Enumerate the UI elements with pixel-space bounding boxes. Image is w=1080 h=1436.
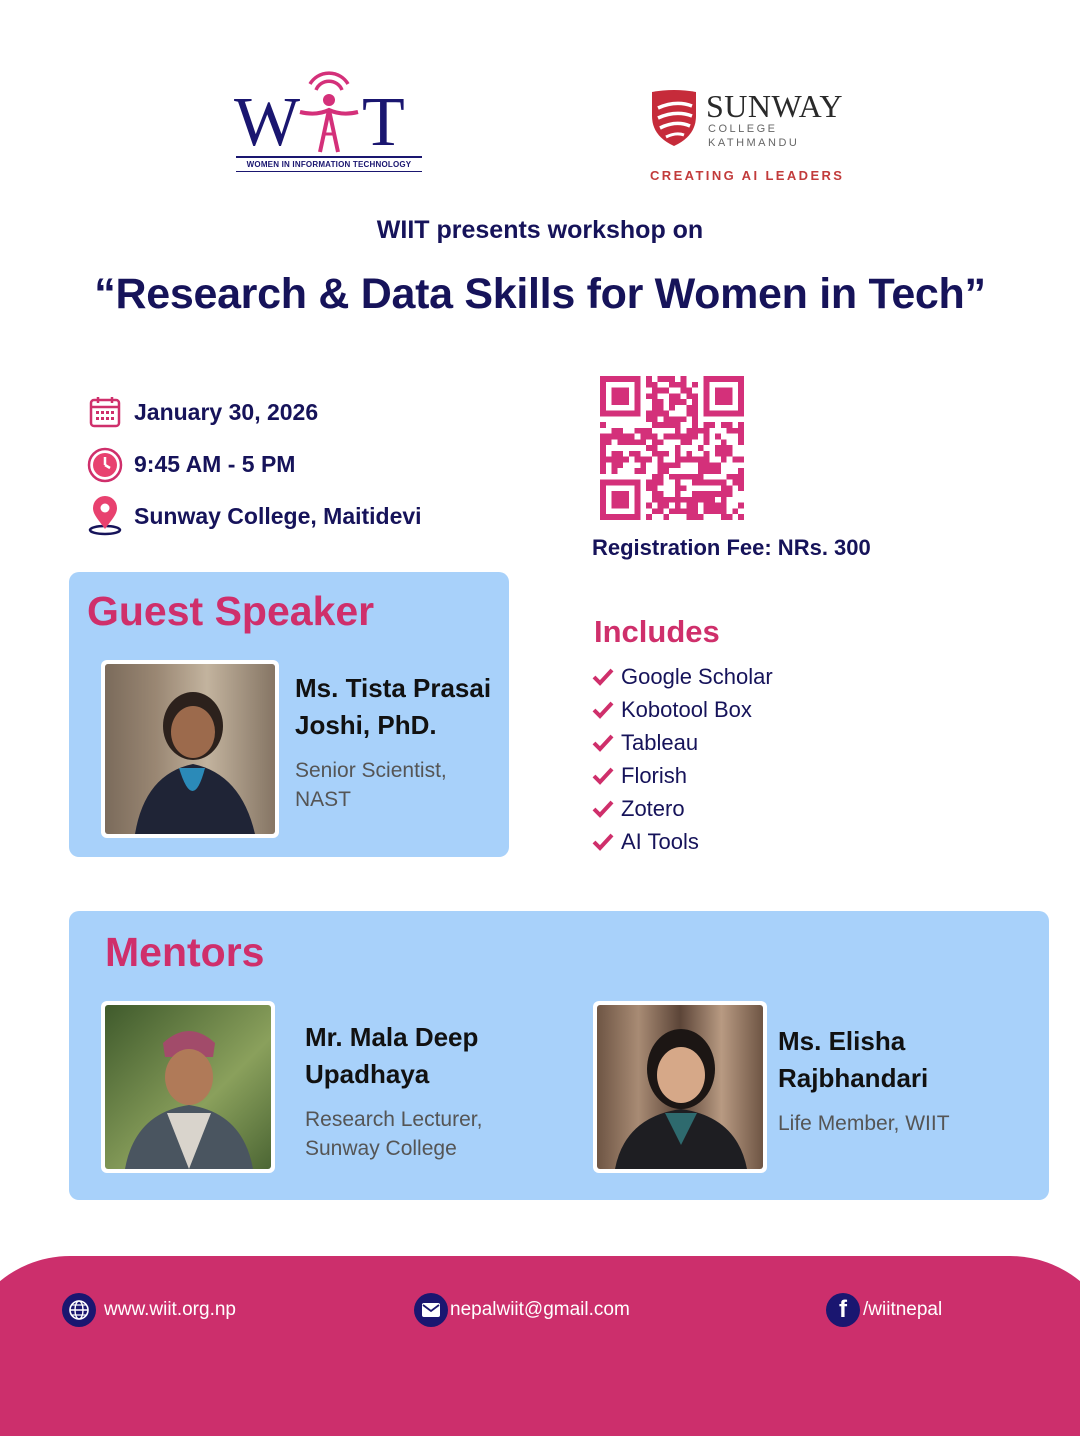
- check-icon: [592, 666, 614, 688]
- guest-speaker-photo: [101, 660, 279, 838]
- mentor-role: Research Lecturer, Sunway College: [305, 1108, 483, 1160]
- mentor-photo: [593, 1001, 767, 1173]
- person-silhouette-icon: [597, 1005, 763, 1169]
- sunway-name: SUNWAY: [706, 88, 843, 124]
- event-date-row: [84, 392, 318, 432]
- event-venue-row: [84, 496, 422, 536]
- globe-icon: [62, 1293, 96, 1327]
- wiit-figure-mark: [296, 70, 362, 154]
- sunway-emblem-icon: [650, 88, 698, 148]
- event-venue: Sunway College, Maitidevi: [134, 502, 422, 529]
- workshop-title: “Research & Data Skills for Women in Tech”: [94, 270, 986, 318]
- check-icon: [592, 798, 614, 820]
- footer-facebook-link[interactable]: f /wiitnepal: [826, 1292, 942, 1328]
- footer-email-link[interactable]: nepalwiit@gmail.com: [414, 1292, 630, 1328]
- calendar-icon: [84, 392, 126, 432]
- include-item: Google Scholar: [592, 660, 773, 693]
- check-icon: [592, 765, 614, 787]
- includes-title: Includes: [594, 614, 720, 649]
- mentor-photo: [101, 1001, 275, 1173]
- include-item: Kobotool Box: [592, 693, 773, 726]
- check-icon: [592, 699, 614, 721]
- guest-speaker-title: Guest Speaker: [87, 588, 375, 634]
- sunway-college-label: COLLEGE KATHMANDU: [708, 123, 800, 149]
- mentor-role: Life Member, WIIT: [778, 1112, 950, 1135]
- check-icon: [592, 831, 614, 853]
- event-date: January 30, 2026: [134, 398, 319, 425]
- footer-website-link[interactable]: www.wiit.org.np: [62, 1292, 236, 1328]
- registration-fee: Registration Fee: NRs. 300: [592, 535, 871, 560]
- event-time: 9:45 AM - 5 PM: [134, 450, 296, 477]
- include-item: Tableau: [592, 726, 773, 759]
- include-item: Florish: [592, 759, 773, 792]
- mentors-title: Mentors: [105, 929, 265, 975]
- mentor-name: Mr. Mala Deep Upadhaya: [305, 1022, 479, 1089]
- mentor-name: Ms. Elisha Rajbhandari: [778, 1026, 929, 1093]
- mail-icon: [414, 1293, 448, 1327]
- guest-speaker-name: Ms. Tista Prasai Joshi, PhD.: [295, 673, 492, 740]
- footer-band: [0, 1256, 1080, 1436]
- guest-speaker-card: [69, 572, 509, 857]
- event-time-row: [84, 444, 295, 484]
- registration-qr-code[interactable]: [600, 376, 744, 520]
- wiit-logo: W T WOMEN IN INFORMATION TECHNOLOGY: [234, 70, 424, 178]
- wiit-subtitle: WOMEN IN INFORMATION TECHNOLOGY: [236, 156, 422, 172]
- clock-icon: [84, 444, 126, 484]
- location-pin-icon: [84, 496, 126, 536]
- presents-heading: WIIT presents workshop on: [376, 216, 704, 244]
- person-silhouette-icon: [105, 664, 275, 834]
- sunway-tagline: CREATING AI LEADERS: [650, 168, 845, 183]
- sunway-logo: [648, 84, 858, 194]
- includes-list: [592, 660, 773, 858]
- check-icon: [592, 732, 614, 754]
- include-item: Zotero: [592, 792, 773, 825]
- facebook-icon: f: [826, 1293, 860, 1327]
- person-silhouette-icon: [105, 1005, 271, 1169]
- mentors-card: [69, 911, 1049, 1200]
- include-item: AI Tools: [592, 825, 773, 858]
- guest-speaker-role: Senior Scientist, NAST: [295, 759, 447, 811]
